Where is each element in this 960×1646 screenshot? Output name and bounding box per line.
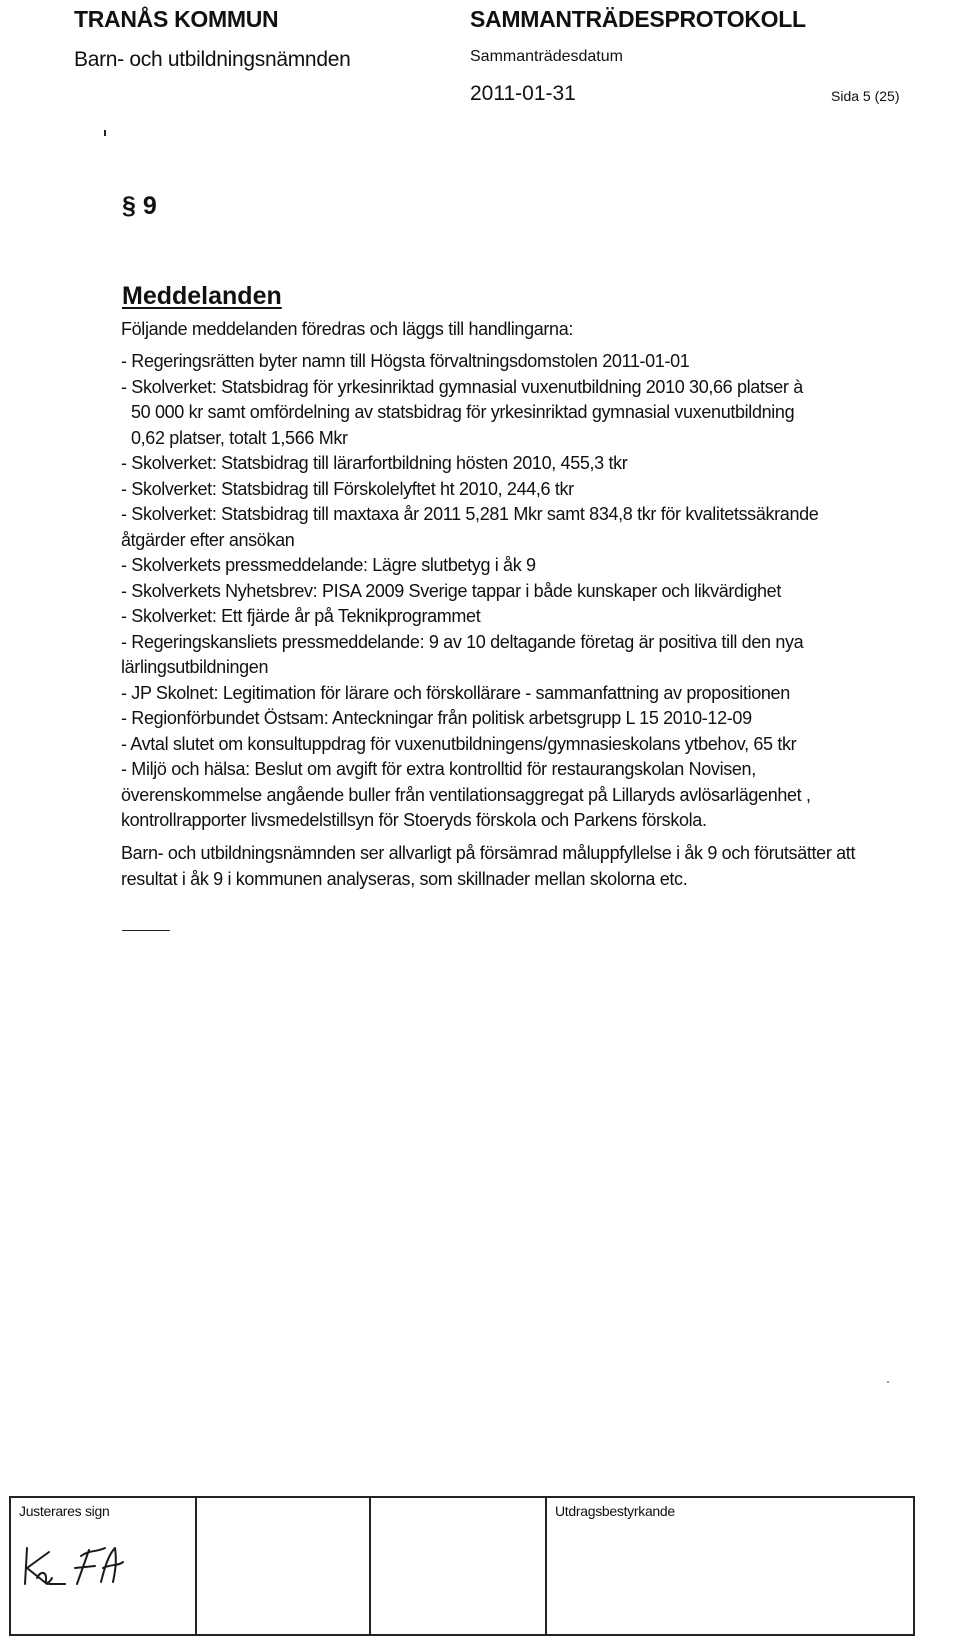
list-item: överenskommelse angående buller från ventilationsaggregat på Lillaryds avlösarlägenhet ,: [121, 784, 811, 805]
stray-mark: [104, 130, 106, 136]
intro-text: Följande meddelanden föredras och läggs till handlingarna:: [121, 319, 574, 339]
announcement-list: [121, 349, 911, 834]
extract-verification-label: Utdragsbestyrkande: [555, 1503, 675, 1519]
signature-table: [9, 1496, 915, 1636]
signature-cell: [197, 1498, 371, 1634]
separator-line: [122, 930, 170, 931]
document-type: SAMMANTRÄDESPROTOKOLL: [470, 6, 806, 32]
signature-cell: [371, 1498, 547, 1634]
meeting-date: 2011-01-31: [470, 82, 576, 105]
list-item: 0,62 platser, totalt 1,566 Mkr: [131, 427, 348, 448]
adjuster-signature-label: Justerares sign: [19, 1503, 110, 1519]
handwritten-initials: [19, 1538, 131, 1590]
list-item: - Regeringskansliets pressmeddelande: 9 av 10 deltagande företag är positiva till den nya: [121, 631, 804, 652]
page-number: Sida 5 (25): [831, 88, 900, 104]
meeting-date-label: Sammanträdesdatum: [470, 48, 623, 65]
list-item: - Avtal slutet om konsultuppdrag för vuxenutbildningens/gymnasieskolans ytbehov, 65 tkr: [121, 733, 797, 754]
adjuster-signature-cell: [11, 1498, 197, 1634]
closing-line: resultat i åk 9 i kommunen analyseras, som skillnader mellan skolorna etc.: [121, 869, 688, 889]
stray-mark: [887, 1381, 889, 1383]
section-title: Meddelanden: [122, 282, 282, 310]
extract-verification-cell: [547, 1498, 913, 1634]
list-item: - Miljö och hälsa: Beslut om avgift för extra kontrolltid för restaurangskolan Novisen,: [121, 759, 756, 779]
list-item: - Skolverkets pressmeddelande: Lägre slutbetyg i åk 9: [121, 555, 536, 575]
closing-line: Barn- och utbildningsnämnden ser allvarligt på försämrad måluppfyllelse i åk 9 och förutsätter att: [121, 843, 856, 863]
board-name: Barn- och utbildningsnämnden: [74, 48, 351, 71]
list-item: - Skolverket: Statsbidrag till lärarfortbildning hösten 2010, 455,3 tkr: [121, 453, 628, 473]
list-item: - JP Skolnet: Legitimation för lärare och förskollärare - sammanfattning av propositionen: [121, 682, 790, 703]
list-item: - Skolverket: Ett fjärde år på Teknikprogrammet: [121, 606, 481, 626]
list-item: - Skolverket: Statsbidrag till maxtaxa år 2011 5,281 Mkr samt 834,8 tkr för kvalitetssäkrande: [121, 504, 819, 524]
list-item: - Regionförbundet Östsam: Anteckningar från politisk arbetsgrupp L 15 2010-12-09: [121, 708, 752, 728]
list-item: - Skolverkets Nyhetsbrev: PISA 2009 Sverige tappar i både kunskaper och likvärdighet: [121, 580, 781, 601]
organization-name: TRANÅS KOMMUN: [74, 6, 279, 32]
list-item: - Skolverket: Statsbidrag till Förskolelyftet ht 2010, 244,6 tkr: [121, 478, 574, 499]
paragraph-number: § 9: [122, 192, 157, 220]
list-item: lärlingsutbildningen: [121, 657, 269, 677]
closing-statement: [121, 840, 911, 892]
list-item: 50 000 kr samt omfördelning av statsbidrag för yrkesinriktad gymnasial vuxenutbildning: [131, 402, 795, 422]
list-item: - Regeringsrätten byter namn till Högsta förvaltningsdomstolen 2011-01-01: [121, 351, 690, 371]
list-item: - Skolverket: Statsbidrag för yrkesinriktad gymnasial vuxenutbildning 2010 30,66 platser à: [121, 376, 803, 397]
list-item: åtgärder efter ansökan: [121, 529, 295, 550]
list-item: kontrollrapporter livsmedelstillsyn för Stoeryds förskola och Parkens förskola.: [121, 810, 707, 830]
